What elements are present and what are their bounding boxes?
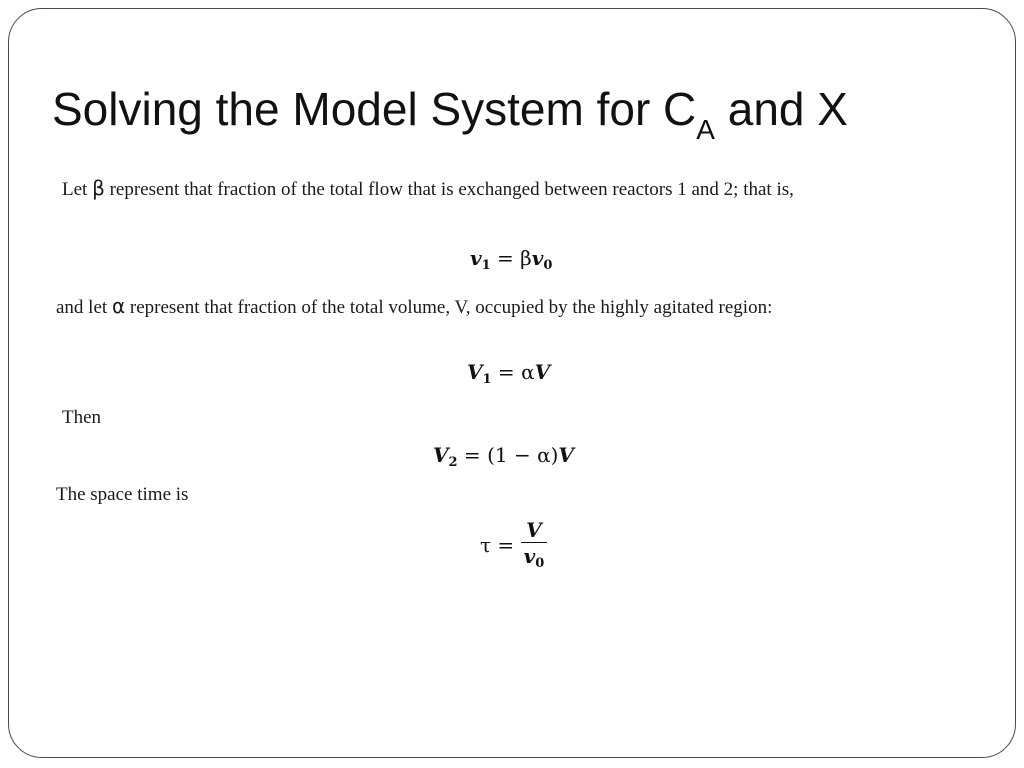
eq2-coef: α: [521, 360, 535, 384]
title-main: Solving the Model System for C: [52, 83, 697, 135]
p1-after: represent that fraction of the total flow that is exchanged between reactors 1 and 2; that is,: [104, 179, 794, 200]
p2-before: and let: [56, 297, 112, 318]
alpha-symbol: α: [111, 294, 126, 318]
eq1-rhs-sub: 0: [543, 258, 553, 273]
eq4-den-sub: 0: [535, 556, 545, 571]
eq4-num-var: V: [526, 518, 542, 542]
eq4-numerator: [521, 520, 548, 543]
eq4-op: =: [491, 533, 521, 557]
eq4-den-var: v: [523, 544, 536, 568]
eq3-lhs-var: V: [433, 443, 449, 467]
eq2-rhs-var: V: [534, 360, 551, 384]
eq3-rhs-var: V: [558, 443, 574, 467]
eq3-lhs-sub: 2: [448, 455, 458, 470]
eq1-op: =: [490, 246, 521, 270]
equation-V1: [467, 362, 550, 386]
paragraph-alpha-definition: [56, 296, 772, 317]
beta-symbol: β: [92, 176, 105, 200]
paragraph-space-time: The space time is: [56, 484, 189, 505]
equation-V2: [433, 445, 574, 469]
paragraph-beta-definition: [62, 178, 794, 199]
paragraph-then: Then: [62, 407, 102, 428]
slide-title: [52, 83, 848, 145]
eq4-fraction: [521, 520, 548, 570]
p1-before: Let: [62, 179, 93, 200]
eq2-op: =: [491, 360, 522, 384]
eq1-lhs-var: v: [470, 246, 482, 270]
title-subscript: A: [696, 114, 715, 145]
eq1-lhs-sub: 1: [481, 258, 491, 273]
eq4-lhs: τ: [480, 533, 492, 557]
eq1-coef: β: [520, 246, 532, 270]
p2-after: represent that fraction of the total volume, V, occupied by the highly agitated region:: [125, 297, 773, 318]
equation-tau: [480, 520, 547, 570]
eq2-lhs-var: V: [467, 360, 483, 384]
eq4-denominator: [521, 543, 548, 570]
equation-v1: [470, 248, 552, 272]
eq3-paren: (1 − α): [487, 443, 559, 467]
title-end: and X: [714, 83, 848, 135]
eq2-lhs-sub: 1: [482, 372, 492, 387]
eq3-op: =: [457, 443, 488, 467]
eq1-rhs-var: v: [531, 246, 544, 270]
